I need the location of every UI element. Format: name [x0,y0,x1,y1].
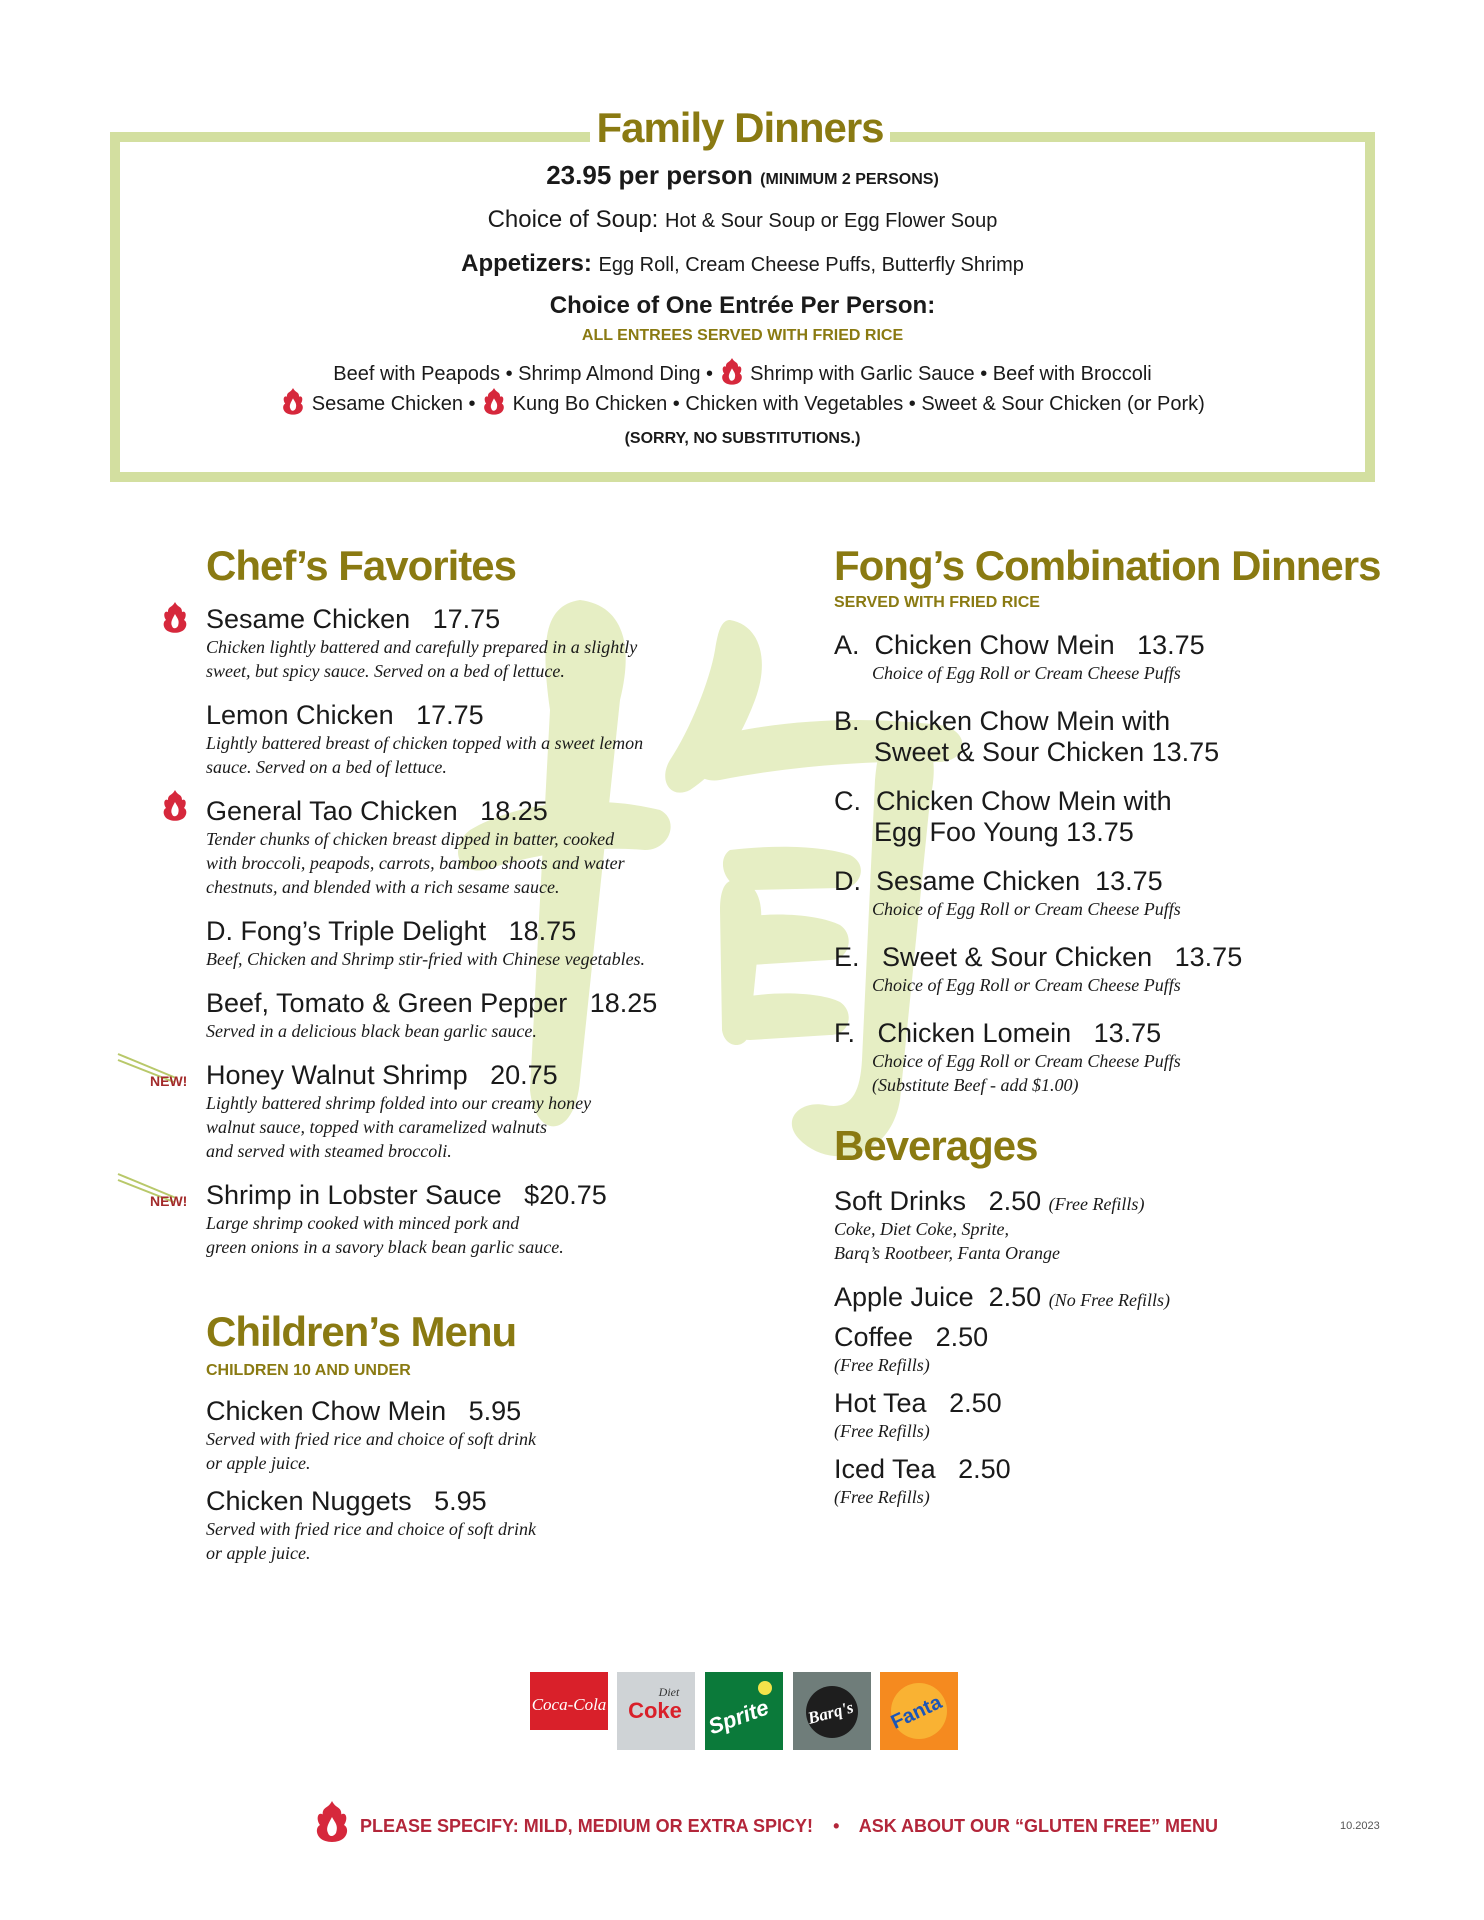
beverage-price: 2.50 [949,1388,1002,1418]
beverage-note: (Free Refills) [834,1355,930,1375]
family-price: 23.95 per person [546,160,753,190]
svg-text:Fanta: Fanta [887,1691,946,1734]
item-price: 18.25 [480,796,548,826]
svg-text:Sprite: Sprite [705,1694,773,1740]
item-name: Lemon Chicken [206,700,394,730]
item-desc: with broccoli, peapods, carrots, bamboo shoots and water [206,853,625,873]
item-name: Shrimp in Lobster Sauce [206,1180,502,1210]
item-desc: or apple juice. [206,1453,311,1473]
item-desc: Large shrimp cooked with minced pork and [206,1213,520,1233]
menu-item [206,700,643,779]
item-price: 20.75 [490,1060,558,1090]
beverage-name: Coffee [834,1322,914,1352]
combo-note: Choice of Egg Roll or Cream Cheese Puffs [872,975,1181,995]
svg-text:Barq's: Barq's [805,1697,856,1728]
combo-line: A. Chicken Chow Mein 13.75 [834,630,1205,660]
combo-line: Sweet & Sour Chicken 13.75 [874,737,1220,767]
combination-dinners-subtitle: SERVED WITH FRIED RICE [834,594,1040,611]
item-name: Beef, Tomato & Green Pepper [206,988,568,1018]
beverage-price: 2.50 [988,1186,1042,1216]
beverage-price: 2.50 [935,1322,989,1352]
new-badge-label: NEW! [150,1073,188,1089]
beverage-price: 2.50 [958,1454,1011,1484]
family-soup-line [110,206,1375,234]
item-desc: green onions in a savory black bean garlic sauce. [206,1237,564,1257]
item-desc: Lightly battered shrimp folded into our creamy honey [206,1093,592,1113]
spicy-pepper-icon [481,386,507,416]
family-soup-text: Hot & Sour Soup or Egg Flower Soup [665,210,998,232]
combo-note: Choice of Egg Roll or Cream Cheese Puffs [872,663,1181,683]
family-row2-a: Sesame Chicken • [311,393,476,415]
family-minimum: (MINIMUM 2 PERSONS) [760,171,939,188]
combo-item [834,630,1205,685]
svg-text:Coca-Cola: Coca-Cola [531,1695,607,1714]
combo-item [834,706,1219,768]
combo-item [834,786,1172,848]
beverage-item [834,1388,1002,1443]
item-desc: Lightly battered breast of chicken topped with a sweet lemon [206,733,644,753]
spicy-pepper-icon [280,386,306,416]
item-desc: Served with fried rice and choice of soft drink [206,1519,536,1539]
spicy-pepper-icon [160,788,190,822]
family-entree-label: Choice of One Entrée Per Person: [549,292,936,319]
item-name: General Tao Chicken [206,796,458,826]
new-badge-icon [116,1052,198,1092]
new-badge-label: NEW! [150,1193,188,1209]
family-price-line [110,160,1375,191]
combo-item [834,942,1242,997]
menu-item [206,1060,591,1163]
menu-item [206,1486,536,1565]
family-dinners-title: Family Dinners [590,100,890,156]
beverage-name: Hot Tea [834,1388,927,1418]
item-name: Chicken Chow Mein [206,1396,447,1426]
beverage-price: 2.50 [988,1282,1042,1312]
footer-gluten: ASK ABOUT OUR “GLUTEN FREE” MENU [858,1816,1219,1836]
combo-line: D. Sesame Chicken 13.75 [834,866,1163,896]
item-price: 17.75 [432,604,501,634]
combo-line: Egg Foo Young 13.75 [874,817,1134,847]
chefs-favorites-title: Chef’s Favorites [206,542,516,589]
combo-item [834,1018,1181,1097]
family-entree-note: ALL ENTREES SERVED WITH FRIED RICE [581,327,904,344]
item-desc: Tender chunks of chicken breast dipped in batter, cooked [206,829,615,849]
combo-item [834,866,1181,921]
item-desc: Served in a delicious black bean garlic sauce. [206,1021,537,1041]
combo-line: E. Sweet & Sour Chicken 13.75 [834,942,1243,972]
item-desc: and served with steamed broccoli. [206,1141,452,1161]
beverage-item [834,1282,1170,1313]
footer-notice [360,1816,1218,1837]
combo-note: Choice of Egg Roll or Cream Cheese Puffs [872,899,1181,919]
footer-date: 10.2023 [1340,1820,1380,1832]
combo-line: C. Chicken Chow Mein with [834,786,1172,816]
beverage-item [834,1454,1011,1509]
new-badge-icon [116,1172,198,1212]
beverage-note: (Free Refills) [1048,1194,1145,1214]
menu-item [206,916,645,971]
beverage-item [834,1186,1144,1265]
beverage-note: (No Free Refills) [1048,1290,1170,1310]
beverages-title: Beverages [834,1122,1038,1169]
family-appetizers-text: Egg Roll, Cream Cheese Puffs, Butterfly Shrimp [598,254,1024,276]
family-entree-row-2 [110,386,1375,416]
item-price: 18.75 [508,916,577,946]
beverage-name: Soft Drinks [834,1186,967,1216]
item-price: $20.75 [524,1180,607,1210]
fanta-logo [880,1672,958,1750]
diet-coke-logo [617,1672,695,1750]
family-row1-b: Shrimp with Garlic Sauce • Beef with Broccoli [750,363,1152,385]
item-desc: Served with fried rice and choice of soft drink [206,1429,536,1449]
menu-item [206,796,625,899]
spicy-pepper-icon [719,356,745,386]
item-price: 5.95 [468,1396,522,1426]
beverage-desc: Coke, Diet Coke, Sprite, [834,1219,1009,1239]
family-soup-label: Choice of Soup: [487,206,659,233]
item-name: Chicken Nuggets [206,1486,412,1516]
spicy-pepper-icon [160,600,190,634]
family-appetizers-label: Appetizers: [461,250,592,277]
item-desc: Chicken lightly battered and carefully prepared in a slightly [206,637,638,657]
combination-dinners-title: Fong’s Combination Dinners [834,542,1381,589]
footer-dot: • [833,1816,840,1836]
sprite-logo [705,1672,783,1750]
menu-item [206,604,637,683]
spicy-pepper-icon [312,1798,352,1844]
childrens-menu-title: Children’s Menu [206,1308,517,1355]
svg-text:Coke: Coke [628,1698,682,1723]
childrens-menu-subtitle: CHILDREN 10 AND UNDER [206,1362,411,1379]
item-desc: walnut sauce, topped with caramelized walnuts [206,1117,547,1137]
item-price: 18.25 [589,988,658,1018]
item-desc: chestnuts, and blended with a rich sesame sauce. [206,877,560,897]
beverage-note: (Free Refills) [834,1487,930,1507]
item-desc: Beef, Chicken and Shrimp stir-fried with Chinese vegetables. [206,949,646,969]
family-sorry: (SORRY, NO SUBSTITUTIONS.) [624,430,861,447]
beverage-note: (Free Refills) [834,1421,930,1441]
menu-item [206,1180,607,1259]
beverage-name: Apple Juice [834,1282,974,1312]
menu-item [206,988,657,1043]
item-desc: sweet, but spicy sauce. Served on a bed of lettuce. [206,661,565,681]
combo-note: (Substitute Beef - add $1.00) [872,1075,1079,1095]
family-entree-row-1 [110,356,1375,386]
footer-spicy: PLEASE SPECIFY: MILD, MEDIUM OR EXTRA SPICY! [360,1816,814,1836]
combo-line: F. Chicken Lomein 13.75 [834,1018,1162,1048]
combo-note: Choice of Egg Roll or Cream Cheese Puffs [872,1051,1181,1071]
item-name: Sesame Chicken [206,604,411,634]
beverage-desc: Barq’s Rootbeer, Fanta Orange [834,1243,1060,1263]
combo-line: B. Chicken Chow Mein with [834,706,1171,736]
family-row1-a: Beef with Peapods • Shrimp Almond Ding • [333,363,714,385]
family-row2-b: Kung Bo Chicken • Chicken with Vegetables • Sweet & Sour Chicken (or Pork) [512,393,1205,415]
coca-cola-logo [530,1672,608,1750]
item-desc: sauce. Served on a bed of lettuce. [206,757,447,777]
item-desc: or apple juice. [206,1543,311,1563]
svg-text:Diet: Diet [658,1685,680,1699]
family-appetizers-line [110,250,1375,278]
menu-item [206,1396,536,1475]
beverage-name: Iced Tea [834,1454,936,1484]
barqs-logo [793,1672,871,1750]
beverage-item [834,1322,988,1377]
item-price: 5.95 [434,1486,487,1516]
item-price: 17.75 [416,700,484,730]
item-name: D. Fong’s Triple Delight [206,916,487,946]
item-name: Honey Walnut Shrimp [206,1060,468,1090]
